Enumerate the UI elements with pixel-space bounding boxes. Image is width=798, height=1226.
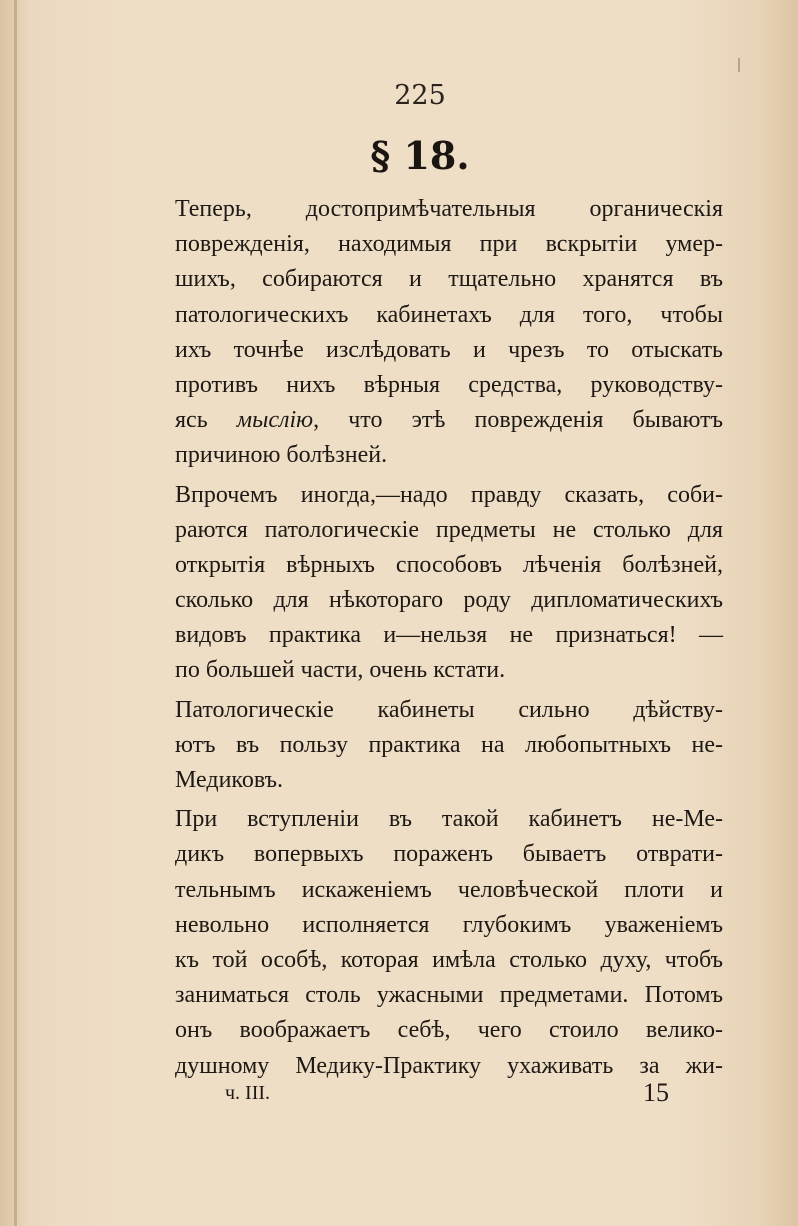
- emphasized-word: мыслію: [236, 407, 314, 434]
- text-line: ихъ точнѣе изслѣдовать и чрезъ то отыскать: [175, 336, 723, 363]
- text-line: Медиковъ.: [175, 767, 283, 793]
- signature-mark: ч. III.: [225, 1082, 271, 1104]
- text-line: заниматься столь ужасными предметами. Потомъ: [175, 982, 723, 1009]
- body-text: [145, 192, 723, 1088]
- text-line: противъ нихъ вѣрныя средства, руководству-: [175, 371, 723, 398]
- paragraph-1: [145, 192, 723, 474]
- text-line: поврежденія, находимыя при вскрытіи умер-: [175, 231, 723, 258]
- text-line: видовъ практика и—нельзя не признаться! —: [175, 622, 723, 649]
- margin-mark: [738, 58, 740, 72]
- text-line: онъ воображаетъ себѣ, чего стоило велико-: [175, 1017, 723, 1044]
- text-fragment: , что этѣ поврежденія бываютъ: [313, 407, 724, 434]
- text-line: шихъ, собираются и тщательно хранятся въ: [175, 266, 723, 293]
- paragraph-4: [145, 802, 723, 1084]
- text-line: Патологическіе кабинеты сильно дѣйству-: [175, 696, 723, 723]
- text-line: причиною болѣзней.: [175, 442, 388, 469]
- text-line: патологическихъ кабинетахъ для того, чтобы: [175, 301, 723, 328]
- text-line: открытія вѣрныхъ способовъ лѣченія болѣзней,: [175, 551, 723, 578]
- text-line: сколько для нѣкотораго роду дипломатическихъ: [175, 587, 723, 614]
- text-line: къ той особѣ, которая имѣла столько духу, чтобъ: [175, 946, 723, 973]
- page-number: 225: [394, 80, 446, 111]
- section-title: § 18.: [370, 133, 470, 178]
- text-line: При вступленіи въ такой кабинетъ не-Ме-: [175, 806, 723, 833]
- text-fragment: ясь: [175, 407, 237, 434]
- text-line: душному Медику-Практику ухаживать за жи-: [175, 1052, 723, 1079]
- text-line: по большей части, очень кстати.: [175, 657, 506, 684]
- text-line: раются патологическіе предметы не столько для: [175, 516, 723, 543]
- text-line: дикъ вопервыхъ пораженъ бываетъ отврати-: [175, 841, 723, 868]
- paragraph-2: [145, 478, 723, 689]
- page-spine-shadow: [14, 0, 17, 1226]
- text-line: ютъ въ пользу практика на любопытныхъ не-: [175, 731, 723, 758]
- text-line-with-emphasis: [145, 403, 723, 438]
- text-line: Впрочемъ иногда,—надо правду сказать, соби-: [175, 481, 723, 508]
- paragraph-3: [145, 693, 723, 799]
- text-line: тельнымъ искаженіемъ человѣческой плоти и: [175, 876, 723, 903]
- sheet-number: 15: [643, 1078, 669, 1107]
- page-footer: [145, 1078, 723, 1114]
- text-line: Теперь, достопримѣчательныя органическія: [175, 196, 723, 222]
- text-line: невольно исполняется глубокимъ уваженіемъ: [175, 911, 723, 938]
